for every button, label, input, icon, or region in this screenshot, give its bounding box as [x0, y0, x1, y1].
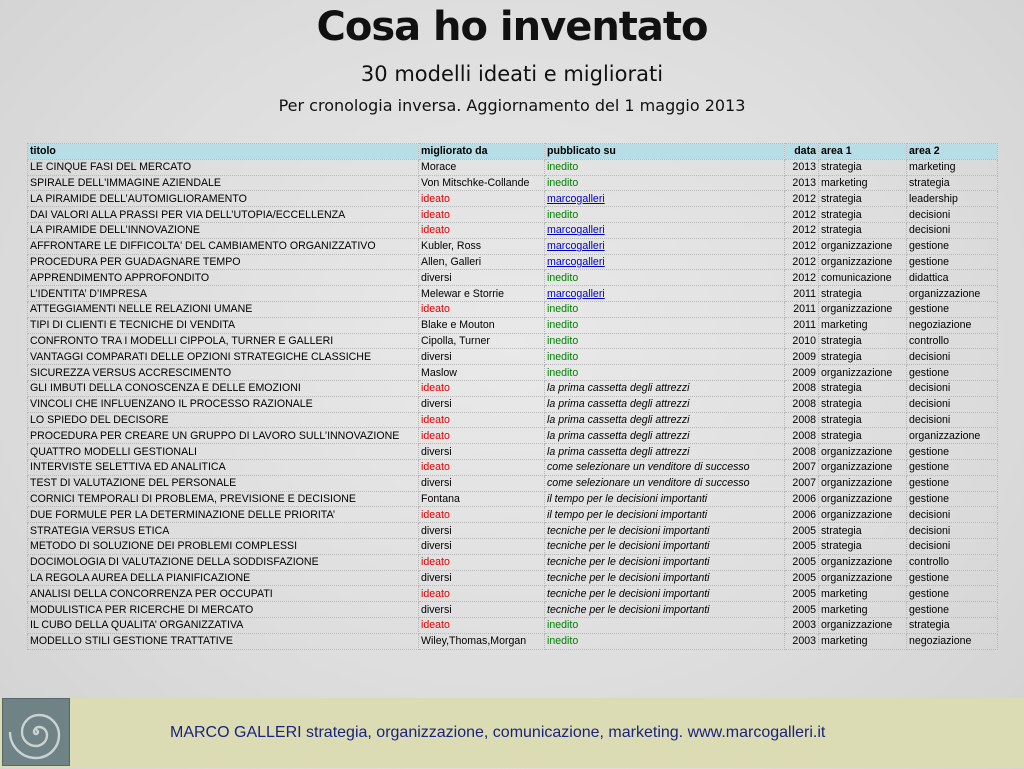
cell-area-1: strategia [819, 349, 907, 365]
cell-data: 2009 [785, 349, 819, 365]
cell-migliorato-da: Von Mitschke-Collande [419, 175, 545, 191]
cell-pubblicato-su[interactable]: marcogalleri [545, 238, 785, 254]
page-title: Cosa ho inventato [316, 4, 708, 50]
cell-migliorato-da: ideato [419, 207, 545, 223]
cell-titolo: SICUREZZA VERSUS ACCRESCIMENTO [28, 365, 419, 381]
cell-data: 2005 [785, 523, 819, 539]
cell-data: 2005 [785, 602, 819, 618]
table-row [28, 301, 998, 317]
cell-pubblicato-su: tecniche per le decisioni importanti [545, 602, 785, 618]
cell-area-1: organizzazione [819, 617, 907, 633]
cell-titolo: L’IDENTITA’ D’IMPRESA [28, 286, 419, 302]
table-row [28, 175, 998, 191]
cell-pubblicato-su: come selezionare un venditore di successo [545, 475, 785, 491]
cell-area-1: organizzazione [819, 507, 907, 523]
cell-pubblicato-su[interactable]: marcogalleri [545, 254, 785, 270]
cell-data: 2010 [785, 333, 819, 349]
cell-data: 2008 [785, 428, 819, 444]
cell-pubblicato-su: inedito [545, 617, 785, 633]
table-header-row [28, 144, 998, 160]
spiral-logo-icon [2, 698, 70, 766]
cell-data: 2009 [785, 365, 819, 381]
cell-area-1: organizzazione [819, 554, 907, 570]
table-row [28, 333, 998, 349]
cell-area-1: organizzazione [819, 238, 907, 254]
cell-pubblicato-su[interactable]: marcogalleri [545, 286, 785, 302]
cell-area-2: gestione [907, 301, 998, 317]
table-row [28, 317, 998, 333]
cell-migliorato-da: Wiley,Thomas,Morgan [419, 633, 545, 649]
cell-area-2: decisioni [907, 207, 998, 223]
cell-pubblicato-su: il tempo per le decisioni importanti [545, 491, 785, 507]
cell-titolo: DUE FORMULE PER LA DETERMINAZIONE DELLE PRIORITA’ [28, 507, 419, 523]
cell-migliorato-da: Fontana [419, 491, 545, 507]
cell-data: 2013 [785, 175, 819, 191]
cell-titolo: MODULISTICA PER RICERCHE DI MERCATO [28, 602, 419, 618]
table-row [28, 428, 998, 444]
cell-data: 2008 [785, 380, 819, 396]
cell-area-1: strategia [819, 333, 907, 349]
cell-pubblicato-su: tecniche per le decisioni importanti [545, 538, 785, 554]
cell-area-2: gestione [907, 365, 998, 381]
cell-pubblicato-su[interactable]: marcogalleri [545, 222, 785, 238]
table-row [28, 617, 998, 633]
table-row [28, 412, 998, 428]
cell-titolo: LA PIRAMIDE DELL’AUTOMIGLIORAMENTO [28, 191, 419, 207]
cell-pubblicato-su: come selezionare un venditore di successo [545, 459, 785, 475]
cell-area-2: negoziazione [907, 317, 998, 333]
cell-area-1: strategia [819, 222, 907, 238]
table-row [28, 396, 998, 412]
cell-titolo: PROCEDURA PER GUADAGNARE TEMPO [28, 254, 419, 270]
table-row [28, 554, 998, 570]
table-row [28, 286, 998, 302]
cell-area-2: controllo [907, 333, 998, 349]
cell-migliorato-da: diversi [419, 475, 545, 491]
table-row [28, 270, 998, 286]
footer-bar [0, 698, 1024, 768]
cell-titolo: DAI VALORI ALLA PRASSI PER VIA DELL’UTOPIA/ECCELLENZA [28, 207, 419, 223]
cell-titolo: TIPI DI CLIENTI E TECNICHE DI VENDITA [28, 317, 419, 333]
cell-area-1: marketing [819, 633, 907, 649]
cell-pubblicato-su: inedito [545, 207, 785, 223]
table-row [28, 444, 998, 460]
table-row [28, 349, 998, 365]
cell-migliorato-da: Allen, Galleri [419, 254, 545, 270]
cell-titolo: PROCEDURA PER CREARE UN GRUPPO DI LAVORO SULL’INNOVAZIONE [28, 428, 419, 444]
cell-migliorato-da: ideato [419, 507, 545, 523]
table-row [28, 459, 998, 475]
cell-titolo: INTERVISTE SELETTIVA ED ANALITICA [28, 459, 419, 475]
cell-data: 2005 [785, 586, 819, 602]
cell-pubblicato-su: tecniche per le decisioni importanti [545, 586, 785, 602]
cell-area-2: decisioni [907, 538, 998, 554]
cell-titolo: SPIRALE DELL'IMMAGINE AZIENDALE [28, 175, 419, 191]
cell-area-1: organizzazione [819, 301, 907, 317]
cell-data: 2005 [785, 554, 819, 570]
cell-area-1: organizzazione [819, 365, 907, 381]
cell-area-2: negoziazione [907, 633, 998, 649]
cell-area-1: marketing [819, 175, 907, 191]
cell-migliorato-da: Maslow [419, 365, 545, 381]
table-body [28, 159, 998, 649]
cell-data: 2005 [785, 538, 819, 554]
cell-migliorato-da: ideato [419, 380, 545, 396]
cell-data: 2012 [785, 238, 819, 254]
table-row [28, 222, 998, 238]
cell-area-1: strategia [819, 523, 907, 539]
cell-pubblicato-su: la prima cassetta degli attrezzi [545, 444, 785, 460]
cell-migliorato-da: ideato [419, 222, 545, 238]
cell-data: 2011 [785, 317, 819, 333]
cell-area-2: gestione [907, 254, 998, 270]
cell-migliorato-da: diversi [419, 523, 545, 539]
table-row [28, 365, 998, 381]
cell-titolo: DOCIMOLOGIA DI VALUTAZIONE DELLA SODDISFAZIONE [28, 554, 419, 570]
cell-area-2: organizzazione [907, 286, 998, 302]
cell-pubblicato-su: la prima cassetta degli attrezzi [545, 412, 785, 428]
cell-migliorato-da: Morace [419, 159, 545, 175]
cell-migliorato-da: Blake e Mouton [419, 317, 545, 333]
cell-pubblicato-su: inedito [545, 301, 785, 317]
cell-area-2: gestione [907, 491, 998, 507]
cell-migliorato-da: diversi [419, 570, 545, 586]
cell-pubblicato-su: il tempo per le decisioni importanti [545, 507, 785, 523]
table-row [28, 207, 998, 223]
table-row [28, 475, 998, 491]
cell-pubblicato-su: tecniche per le decisioni importanti [545, 523, 785, 539]
table-row [28, 159, 998, 175]
cell-area-2: decisioni [907, 222, 998, 238]
cell-migliorato-da: diversi [419, 349, 545, 365]
table-row [28, 538, 998, 554]
table-row [28, 633, 998, 649]
cell-area-2: leadership [907, 191, 998, 207]
cell-migliorato-da: ideato [419, 428, 545, 444]
cell-area-1: organizzazione [819, 570, 907, 586]
cell-area-2: didattica [907, 270, 998, 286]
cell-pubblicato-su: inedito [545, 317, 785, 333]
cell-area-1: strategia [819, 191, 907, 207]
cell-data: 2003 [785, 617, 819, 633]
cell-data: 2012 [785, 222, 819, 238]
cell-titolo: LA PIRAMIDE DELL’INNOVAZIONE [28, 222, 419, 238]
cell-area-2: gestione [907, 459, 998, 475]
cell-data: 2003 [785, 633, 819, 649]
cell-titolo: QUATTRO MODELLI GESTIONALI [28, 444, 419, 460]
cell-migliorato-da: Melewar e Storrie [419, 286, 545, 302]
cell-data: 2006 [785, 491, 819, 507]
update-note: Per cronologia inversa. Aggiornamento del 1 maggio 2013 [278, 96, 746, 115]
cell-area-1: comunicazione [819, 270, 907, 286]
cell-data: 2013 [785, 159, 819, 175]
cell-data: 2006 [785, 507, 819, 523]
cell-pubblicato-su: inedito [545, 175, 785, 191]
cell-data: 2012 [785, 191, 819, 207]
cell-titolo: LO SPIEDO DEL DECISORE [28, 412, 419, 428]
cell-migliorato-da: diversi [419, 602, 545, 618]
cell-titolo: APPRENDIMENTO APPROFONDITO [28, 270, 419, 286]
cell-titolo: METODO DI SOLUZIONE DEI PROBLEMI COMPLESSI [28, 538, 419, 554]
cell-pubblicato-su[interactable]: marcogalleri [545, 191, 785, 207]
cell-pubblicato-su: la prima cassetta degli attrezzi [545, 428, 785, 444]
cell-migliorato-da: diversi [419, 444, 545, 460]
cell-titolo: VINCOLI CHE INFLUENZANO IL PROCESSO RAZIONALE [28, 396, 419, 412]
cell-area-2: organizzazione [907, 428, 998, 444]
cell-pubblicato-su: la prima cassetta degli attrezzi [545, 396, 785, 412]
cell-titolo: STRATEGIA VERSUS ETICA [28, 523, 419, 539]
cell-area-2: gestione [907, 238, 998, 254]
cell-area-1: strategia [819, 286, 907, 302]
cell-area-2: decisioni [907, 523, 998, 539]
cell-area-2: strategia [907, 617, 998, 633]
cell-area-1: organizzazione [819, 254, 907, 270]
cell-data: 2012 [785, 207, 819, 223]
table-row [28, 586, 998, 602]
cell-pubblicato-su: inedito [545, 633, 785, 649]
cell-titolo: LE CINQUE FASI DEL MERCATO [28, 159, 419, 175]
cell-migliorato-da: ideato [419, 412, 545, 428]
cell-area-2: strategia [907, 175, 998, 191]
cell-migliorato-da: diversi [419, 270, 545, 286]
cell-migliorato-da: ideato [419, 191, 545, 207]
cell-data: 2008 [785, 396, 819, 412]
cell-pubblicato-su: inedito [545, 349, 785, 365]
table-row [28, 238, 998, 254]
table-row [28, 491, 998, 507]
cell-migliorato-da: ideato [419, 617, 545, 633]
cell-area-2: gestione [907, 602, 998, 618]
cell-pubblicato-su: la prima cassetta degli attrezzi [545, 380, 785, 396]
cell-area-2: gestione [907, 586, 998, 602]
cell-titolo: CONFRONTO TRA I MODELLI CIPPOLA, TURNER E GALLERI [28, 333, 419, 349]
column-header-area-1: area 1 [819, 144, 907, 160]
cell-migliorato-da: ideato [419, 301, 545, 317]
cell-titolo: GLI IMBUTI DELLA CONOSCENZA E DELLE EMOZIONI [28, 380, 419, 396]
cell-area-1: strategia [819, 412, 907, 428]
cell-area-2: decisioni [907, 396, 998, 412]
table-row [28, 254, 998, 270]
cell-area-2: decisioni [907, 349, 998, 365]
column-header-area-2: area 2 [907, 144, 998, 160]
cell-area-1: strategia [819, 207, 907, 223]
cell-migliorato-da: ideato [419, 554, 545, 570]
cell-titolo: CORNICI TEMPORALI DI PROBLEMA, PREVISIONE E DECISIONE [28, 491, 419, 507]
cell-migliorato-da: diversi [419, 538, 545, 554]
cell-pubblicato-su: tecniche per le decisioni importanti [545, 554, 785, 570]
cell-area-2: decisioni [907, 507, 998, 523]
cell-area-1: organizzazione [819, 444, 907, 460]
cell-area-1: strategia [819, 396, 907, 412]
cell-area-2: decisioni [907, 412, 998, 428]
cell-migliorato-da: Kubler, Ross [419, 238, 545, 254]
cell-data: 2011 [785, 301, 819, 317]
table-row [28, 380, 998, 396]
cell-data: 2008 [785, 444, 819, 460]
column-header-titolo: titolo [28, 144, 419, 160]
cell-area-1: marketing [819, 602, 907, 618]
table-row [28, 191, 998, 207]
cell-area-1: organizzazione [819, 459, 907, 475]
cell-titolo: MODELLO STILI GESTIONE TRATTATIVE [28, 633, 419, 649]
cell-titolo: TEST DI VALUTAZIONE DEL PERSONALE [28, 475, 419, 491]
cell-area-2: gestione [907, 475, 998, 491]
cell-area-2: controllo [907, 554, 998, 570]
cell-area-1: marketing [819, 586, 907, 602]
column-header-data: data [785, 144, 819, 160]
cell-pubblicato-su: inedito [545, 365, 785, 381]
cell-migliorato-da: diversi [419, 396, 545, 412]
cell-titolo: VANTAGGI COMPARATI DELLE OPZIONI STRATEGICHE CLASSICHE [28, 349, 419, 365]
cell-migliorato-da: ideato [419, 586, 545, 602]
cell-data: 2005 [785, 570, 819, 586]
cell-area-1: organizzazione [819, 475, 907, 491]
table-row [28, 602, 998, 618]
cell-area-2: decisioni [907, 380, 998, 396]
cell-pubblicato-su: inedito [545, 159, 785, 175]
cell-pubblicato-su: inedito [545, 333, 785, 349]
cell-titolo: ATTEGGIAMENTI NELLE RELAZIONI UMANE [28, 301, 419, 317]
cell-migliorato-da: Cipolla, Turner [419, 333, 545, 349]
cell-migliorato-da: ideato [419, 459, 545, 475]
inventions-table [27, 143, 998, 650]
footer-text: MARCO GALLERI strategia, organizzazione, comunicazione, marketing. www.marcogalleri.it [170, 724, 826, 741]
cell-titolo: AFFRONTARE LE DIFFICOLTA' DEL CAMBIAMENTO ORGANIZZATIVO [28, 238, 419, 254]
column-header-migliorato-da: migliorato da [419, 144, 545, 160]
cell-area-1: strategia [819, 380, 907, 396]
table-row [28, 523, 998, 539]
cell-data: 2011 [785, 286, 819, 302]
cell-data: 2008 [785, 412, 819, 428]
page-subtitle: 30 modelli ideati e migliorati [360, 62, 664, 86]
cell-data: 2012 [785, 270, 819, 286]
cell-area-2: gestione [907, 444, 998, 460]
cell-area-1: marketing [819, 317, 907, 333]
cell-area-1: strategia [819, 159, 907, 175]
cell-area-2: marketing [907, 159, 998, 175]
cell-area-2: gestione [907, 570, 998, 586]
cell-titolo: IL CUBO DELLA QUALITA’ ORGANIZZATIVA [28, 617, 419, 633]
cell-data: 2012 [785, 254, 819, 270]
cell-pubblicato-su: tecniche per le decisioni importanti [545, 570, 785, 586]
cell-titolo: LA REGOLA AUREA DELLA PIANIFICAZIONE [28, 570, 419, 586]
cell-data: 2007 [785, 459, 819, 475]
cell-pubblicato-su: inedito [545, 270, 785, 286]
cell-area-1: strategia [819, 428, 907, 444]
table-row [28, 570, 998, 586]
cell-area-1: strategia [819, 538, 907, 554]
column-header-pubblicato-su: pubblicato su [545, 144, 785, 160]
cell-data: 2007 [785, 475, 819, 491]
cell-area-1: organizzazione [819, 491, 907, 507]
table-row [28, 507, 998, 523]
cell-titolo: ANALISI DELLA CONCORRENZA PER OCCUPATI [28, 586, 419, 602]
